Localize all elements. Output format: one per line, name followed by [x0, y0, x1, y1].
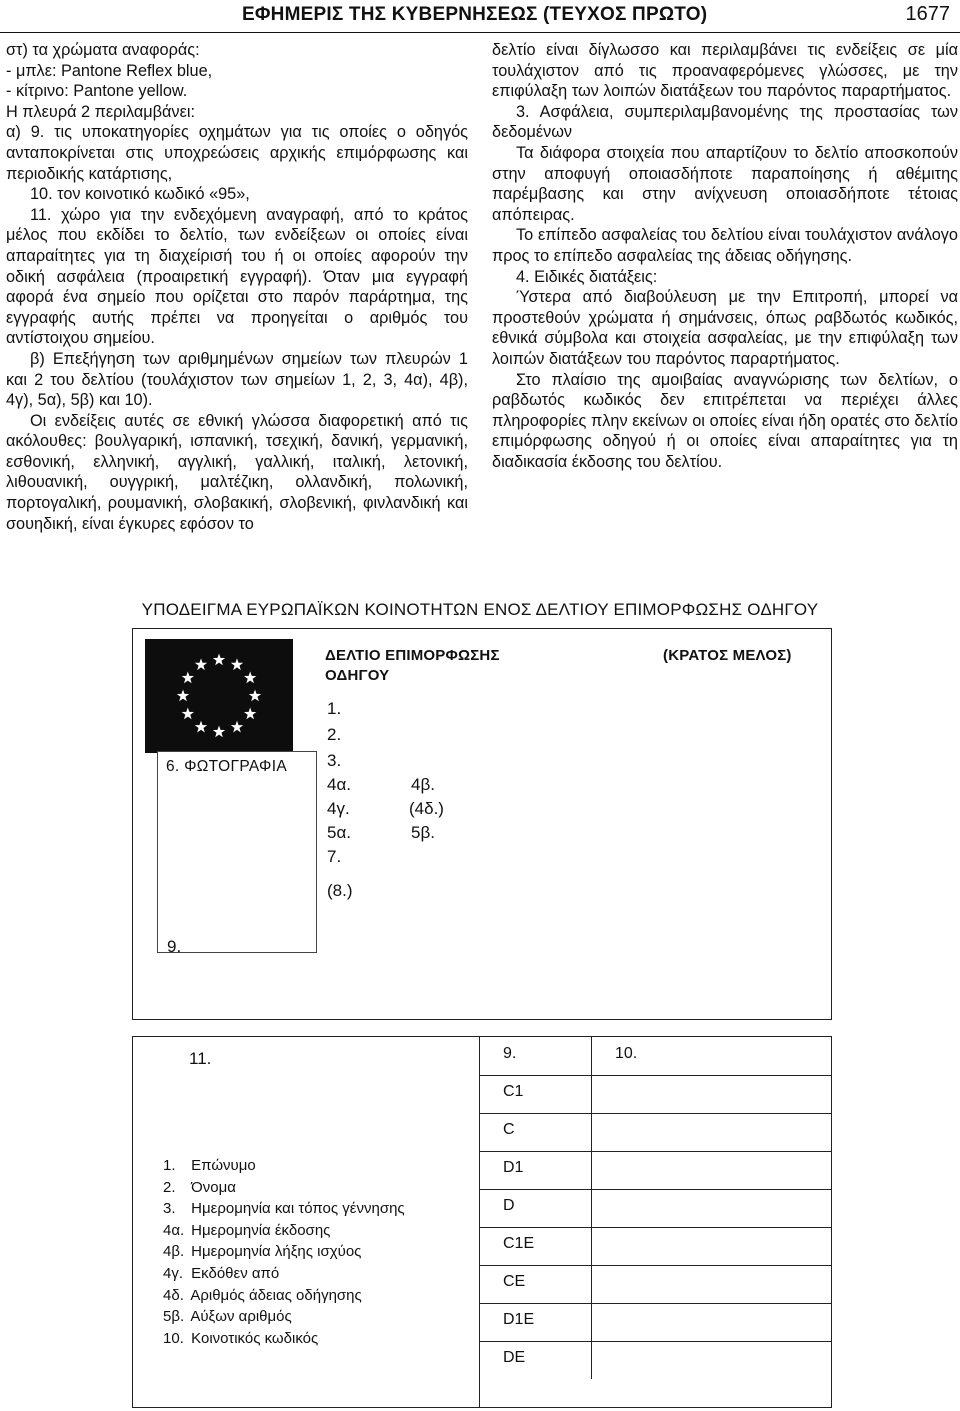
legend-text: Κοινοτικός κωδικός [191, 1329, 319, 1347]
column-divider [591, 1075, 592, 1113]
legend-text: Ημερομηνία λήξης ισχύος [191, 1243, 362, 1261]
legend-item [163, 1285, 405, 1307]
paragraph: Στο πλαίσιο της αμοιβαίας αναγνώρισης των δελτίων, ο ραβδωτός κωδικός δεν επιτρέπεται να περιέχει άλλες πληροφορίες πλην εκείνων οι οποίες είναι ήδη ορατές στο δελτίο επιμόρφωσης οδηγού ή οι οποίες είναι απαραίτητες για τη διαδικασία έκδοσης του δελτίου. [492, 370, 958, 471]
field-3: 3. [327, 751, 342, 770]
legend-item [163, 1306, 405, 1328]
category-row [479, 1265, 831, 1304]
paragraph: Το επίπεδο ασφαλείας του δελτίου είναι τουλάχιστον ανάλογο προς το επίπεδο ασφαλείας της άδειας οδήγησης. [492, 226, 958, 265]
page-number: 1677 [905, 3, 950, 25]
paragraph: Η πλευρά 2 περιλαμβάνει: [6, 102, 195, 121]
category-table [479, 1037, 831, 1407]
field-4b: 4β. [411, 775, 435, 794]
card-front [132, 628, 832, 1020]
category-label: D1 [503, 1159, 524, 1176]
paragraph: Οι ενδείξεις αυτές σε εθνική γλώσσα διαφορετική από τις ακόλουθες: βουλγαρική, ισπανική, τσεχική, δανική, γερμανική, εσθονική, ελληνική, αγγλική, γαλλική, ιταλική, λετονική, λιθουανική, ουγγρική, μαλτέζικη, ολλανδική, πολωνική, πορτογαλική, ρουμανική, σλοβακική, σλοβενική, φινλανδική και σουηδική, είναι έγκυρες εφόσον το [6, 411, 468, 533]
column-10-label: 10. [615, 1045, 638, 1062]
legend-list [163, 1155, 405, 1349]
member-state-label: (ΚΡΑΤΟΣ ΜΕΛΟΣ) [663, 647, 792, 664]
left-column [6, 40, 468, 534]
legend-number: 4γ. [163, 1264, 184, 1282]
legend-item [163, 1220, 405, 1242]
column-divider [591, 1265, 592, 1303]
paragraph: 10. τον κοινοτικό κωδικό «95», [30, 185, 250, 204]
category-row [479, 1227, 831, 1266]
legend-number: 5β. [163, 1308, 185, 1326]
legend-item [163, 1263, 405, 1285]
legend-item [163, 1155, 405, 1177]
paragraph: α) 9. τις υποκατηγορίες οχημάτων για τις οποίες ο οδηγός ανταποκρίνεται στις υποχρεώσεις αρχικής επιμόρφωσης και περιοδικής κατάρτισης, [6, 123, 468, 183]
category-row [479, 1075, 831, 1114]
photo-label: 6. ΦΩΤΟΓΡΑΦΙΑ [166, 758, 287, 775]
paragraph: Ύστερα από διαβούλευση με την Επιτροπή, μπορεί να προστεθούν χρώματα ή σημάνσεις, όπως ραβδωτός κωδικός, εθνικά σύμβολα και στοιχεία ασφαλείας, με την επιφύλαξη των λοιπών διατάξεων του παρόντος παραρτήματος. [492, 288, 958, 368]
category-label: C [503, 1121, 515, 1138]
paragraph: 4. Ειδικές διατάξεις: [516, 267, 658, 286]
paragraph: στ) τα χρώματα αναφοράς: [6, 41, 200, 59]
paragraph: 11. χώρο για την ενδεχόμενη αναγραφή, από το κράτος μέλος που εκδίδει το δελτίο, των ενδείξεων οι οποίες είναι απαραίτητες για τη διαχείρισή του ή οι οποίες αφορούν την οδική ασφάλεια (προαιρετική εγγραφή). Όταν μια εγγραφή αφορά ένα σημείο που ορίζεται στο παρόν παράρτημα, της εγγραφής αυτής πρέπει να προηγείται ο αριθμός του αντίστοιχου σημείου. [6, 205, 468, 348]
category-label: D1E [503, 1311, 535, 1328]
column-divider [591, 1113, 592, 1151]
category-row [479, 1151, 831, 1190]
legend-number: 1. [163, 1157, 176, 1174]
column-divider [591, 1341, 592, 1379]
legend-number: 4α. [163, 1221, 185, 1239]
category-table-header [479, 1037, 831, 1076]
field-5b: 5β. [411, 823, 435, 842]
column-9-label: 9. [503, 1045, 517, 1062]
field-4d: (4δ.) [409, 799, 444, 818]
field-8: (8.) [327, 881, 353, 900]
legend-number: 10. [163, 1329, 184, 1347]
legend-text: Αριθμός άδειας οδήγησης [190, 1286, 362, 1304]
column-divider [591, 1303, 592, 1341]
legend-item [163, 1328, 405, 1350]
column-divider [591, 1189, 592, 1227]
legend-number: 2. [163, 1178, 176, 1196]
legend-item [163, 1177, 405, 1199]
paragraph: 3. Ασφάλεια, συμπεριλαμβανομένης της προστασίας των δεδομένων [492, 102, 958, 142]
back-left-panel [133, 1037, 480, 1407]
category-label: D [503, 1197, 515, 1214]
field-2: 2. [327, 725, 342, 744]
legend-text: Επώνυμο [191, 1157, 256, 1174]
category-row [479, 1303, 831, 1342]
category-label: CE [503, 1273, 526, 1290]
eu-flag-icon [145, 639, 293, 753]
column-divider [591, 1227, 592, 1265]
legend-text: Όνομα [191, 1178, 236, 1196]
field-9: 9. [167, 937, 182, 956]
field-11: 11. [189, 1049, 212, 1068]
legend-text: Ημερομηνία και τόπος γέννησης [191, 1200, 405, 1218]
legend-number: 4β. [163, 1243, 185, 1261]
paragraph: δελτίο είναι δίγλωσσο και περιλαμβάνει τις ενδείξεις σε μία τουλάχιστον από τις προαναφερόμενες γλώσσες, με την επιφύλαξη των λοιπών διατάξεων του παρόντος παραρτήματος. [492, 41, 958, 101]
legend-number: 4δ. [163, 1286, 184, 1304]
legend-item [163, 1241, 405, 1263]
right-column [492, 40, 958, 472]
card-back [132, 1036, 832, 1408]
field-5a: 5α. [327, 823, 352, 842]
eu-stars-icon [145, 639, 293, 753]
category-row [479, 1341, 831, 1379]
column-divider [591, 1151, 592, 1189]
field-7: 7. [327, 847, 342, 866]
page-header [0, 0, 960, 33]
photo-box [157, 751, 317, 953]
legend-text: Ημερομηνία έκδοσης [191, 1221, 331, 1239]
category-label: C1 [503, 1083, 524, 1100]
legend-text: Εκδόθεν από [191, 1264, 280, 1282]
card-title-line1: ΔΕΛΤΙΟ ΕΠΙΜΟΡΦΩΣΗΣ [325, 647, 500, 664]
card-title-line2: ΟΔΗΓΟΥ [325, 667, 390, 684]
paragraph: - κίτρινο: Pantone yellow. [6, 82, 188, 101]
category-row [479, 1189, 831, 1228]
gazette-title: ΕΦΗΜΕΡΙΣ ΤΗΣ ΚΥΒΕΡΝΗΣΕΩΣ (ΤΕΥΧΟΣ ΠΡΩΤΟ) [242, 4, 708, 25]
legend-text: Αύξων αριθμός [190, 1308, 292, 1326]
category-label: DE [503, 1349, 526, 1366]
legend-number: 3. [163, 1200, 176, 1218]
column-divider [591, 1037, 592, 1075]
category-row [479, 1113, 831, 1152]
figure-caption: ΥΠΟΔΕΙΓΜΑ ΕΥΡΩΠΑΪΚΩΝ ΚΟΙΝΟΤΗΤΩΝ ΕΝΟΣ ΔΕΛΤΙΟΥ ΕΠΙΜΟΡΦΩΣΗΣ ΟΔΗΓΟΥ [141, 600, 819, 619]
legend-item [163, 1198, 405, 1220]
field-4a: 4α. [327, 775, 352, 794]
category-label: C1E [503, 1235, 535, 1252]
paragraph: β) Επεξήγηση των αριθμημένων σημείων των πλευρών 1 και 2 του δελτίου (τουλάχιστον των σημείων 1, 2, 3, 4α), 4β), 4γ), 5α), 5β) και 10). [6, 349, 468, 410]
field-4g: 4γ. [327, 799, 350, 818]
paragraph: - μπλε: Pantone Reflex blue, [6, 61, 213, 80]
field-1: 1. [327, 699, 342, 718]
paragraph: Τα διάφορα στοιχεία που απαρτίζουν το δελτίο αποσκοπούν στην αποφυγή οποιασδήποτε παραποίησης ή αθέμιτης παρέμβασης και στην ανίχνευση οποιασδήποτε τέτοιας απόπειρας. [492, 143, 958, 224]
